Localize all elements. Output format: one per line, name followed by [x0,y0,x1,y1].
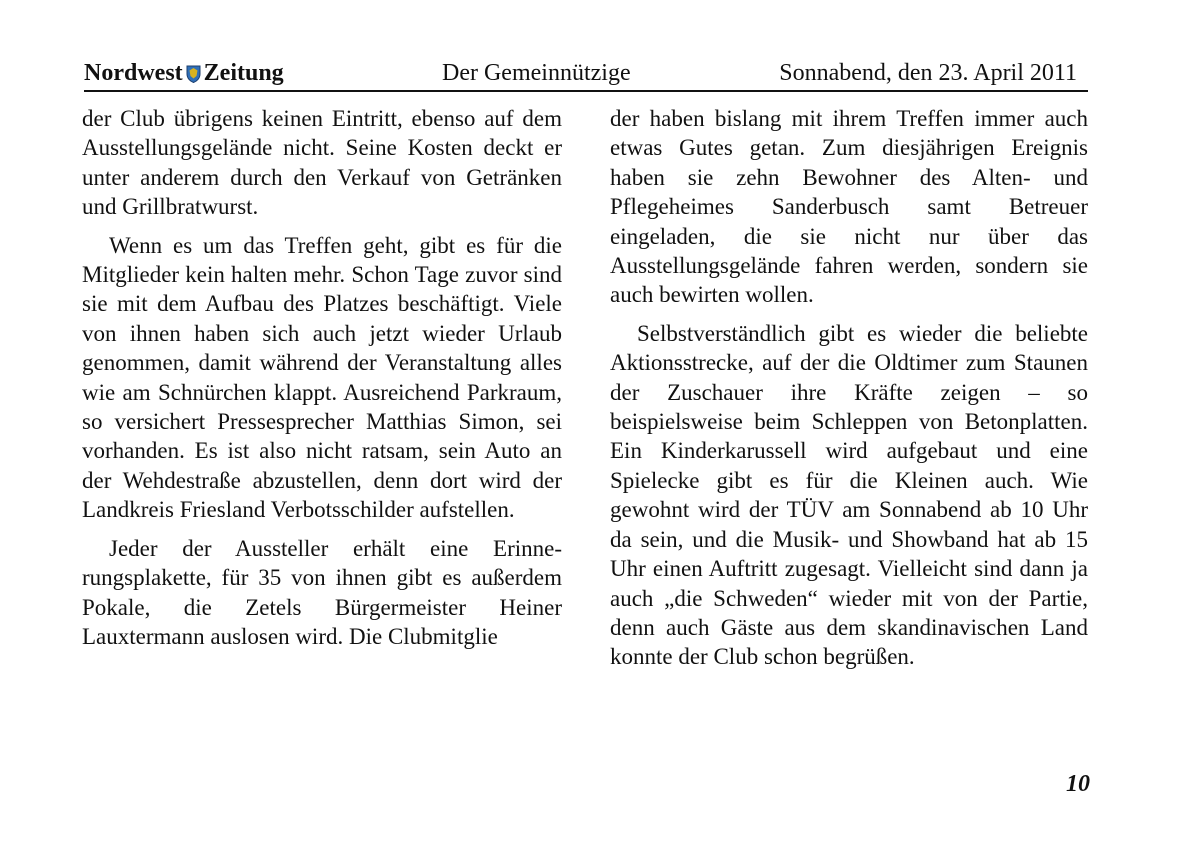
brand-name-left: Nordwest [84,60,183,86]
paragraph: der haben bislang mit ihrem Treffen immer auch etwas Gutes getan. Zum diesjährigen Ereignis haben sie zehn Bewohner des Alten- und Pflegeheimes Sanderbusch samt Betreuer eingeladen, die sie nicht nur über das Ausstellungsgelände fahren werden, sondern sie auch bewirten wollen. [610,106,1088,308]
issue-date: Sonnabend, den 23. April 2011 [779,60,1077,86]
right-column [610,104,1088,681]
paragraph: Wenn es um das Treffen geht, gibt es für die Mitglieder kein halten mehr. Schon Tage zuvor sind sie mit dem Aufbau des Platzes beschäftigt. Viele von ihnen haben sich auch jetzt wieder Urlaub genommen, damit während der Veranstaltung alles wie am Schnürchen klappt. Ausreichend Parkraum, so versichert Pressesprecher Matthias Simon, sei vorhanden. Es ist also nicht ratsam, sein Auto an der Wehdestraße abzustellen, denn dort wird der Landkreis Friesland Verbotsschilder aufstellen. [82,232,562,523]
section-title: Der Gemeinnützige [442,60,631,86]
paragraph: Selbstverständlich gibt es wieder die beliebte Aktionsstrecke, auf der die Oldtimer zum Staunen der Zuschauer ihre Kräfte zeigen – so beispielsweise beim Schleppen von Betonplatten. Ein Kinderkarussell wird aufgebaut und eine Spielecke gibt es für die Kleinen auch. Wie gewohnt wird der TÜV am Sonnabend ab 10 Uhr da sein, und die Musik- und Showband hat ab 15 Uhr einen Auftritt zugesagt. Vielleicht sind dann ja auch „die Schweden“ wieder mit von der Partie, denn auch Gäste aus dem skandinavischen Land konnte der Club schon begrüßen. [610,320,1088,670]
brand-name-right: Zeitung [203,60,284,86]
left-column [82,104,562,660]
page-header [84,56,1088,92]
coat-of-arms-icon [186,62,201,90]
paragraph: der Club übrigens keinen Eintritt, ebenso auf dem Ausstellungsgelände nicht. Seine Kosten deckt er unter anderem durch den Verkauf von Getränken und Grillbratwurst. [82,106,562,220]
newspaper-brand [84,59,284,90]
page-number: 10 [1066,771,1090,797]
paragraph: Jeder der Aussteller erhält eine Erinnerungsplakette, für 35 von ihnen gibt es außerdem Pokale, die Zetels Bürgermeister Heiner Lauxtermann auslosen wird. Die Clubmitglie [82,535,562,649]
